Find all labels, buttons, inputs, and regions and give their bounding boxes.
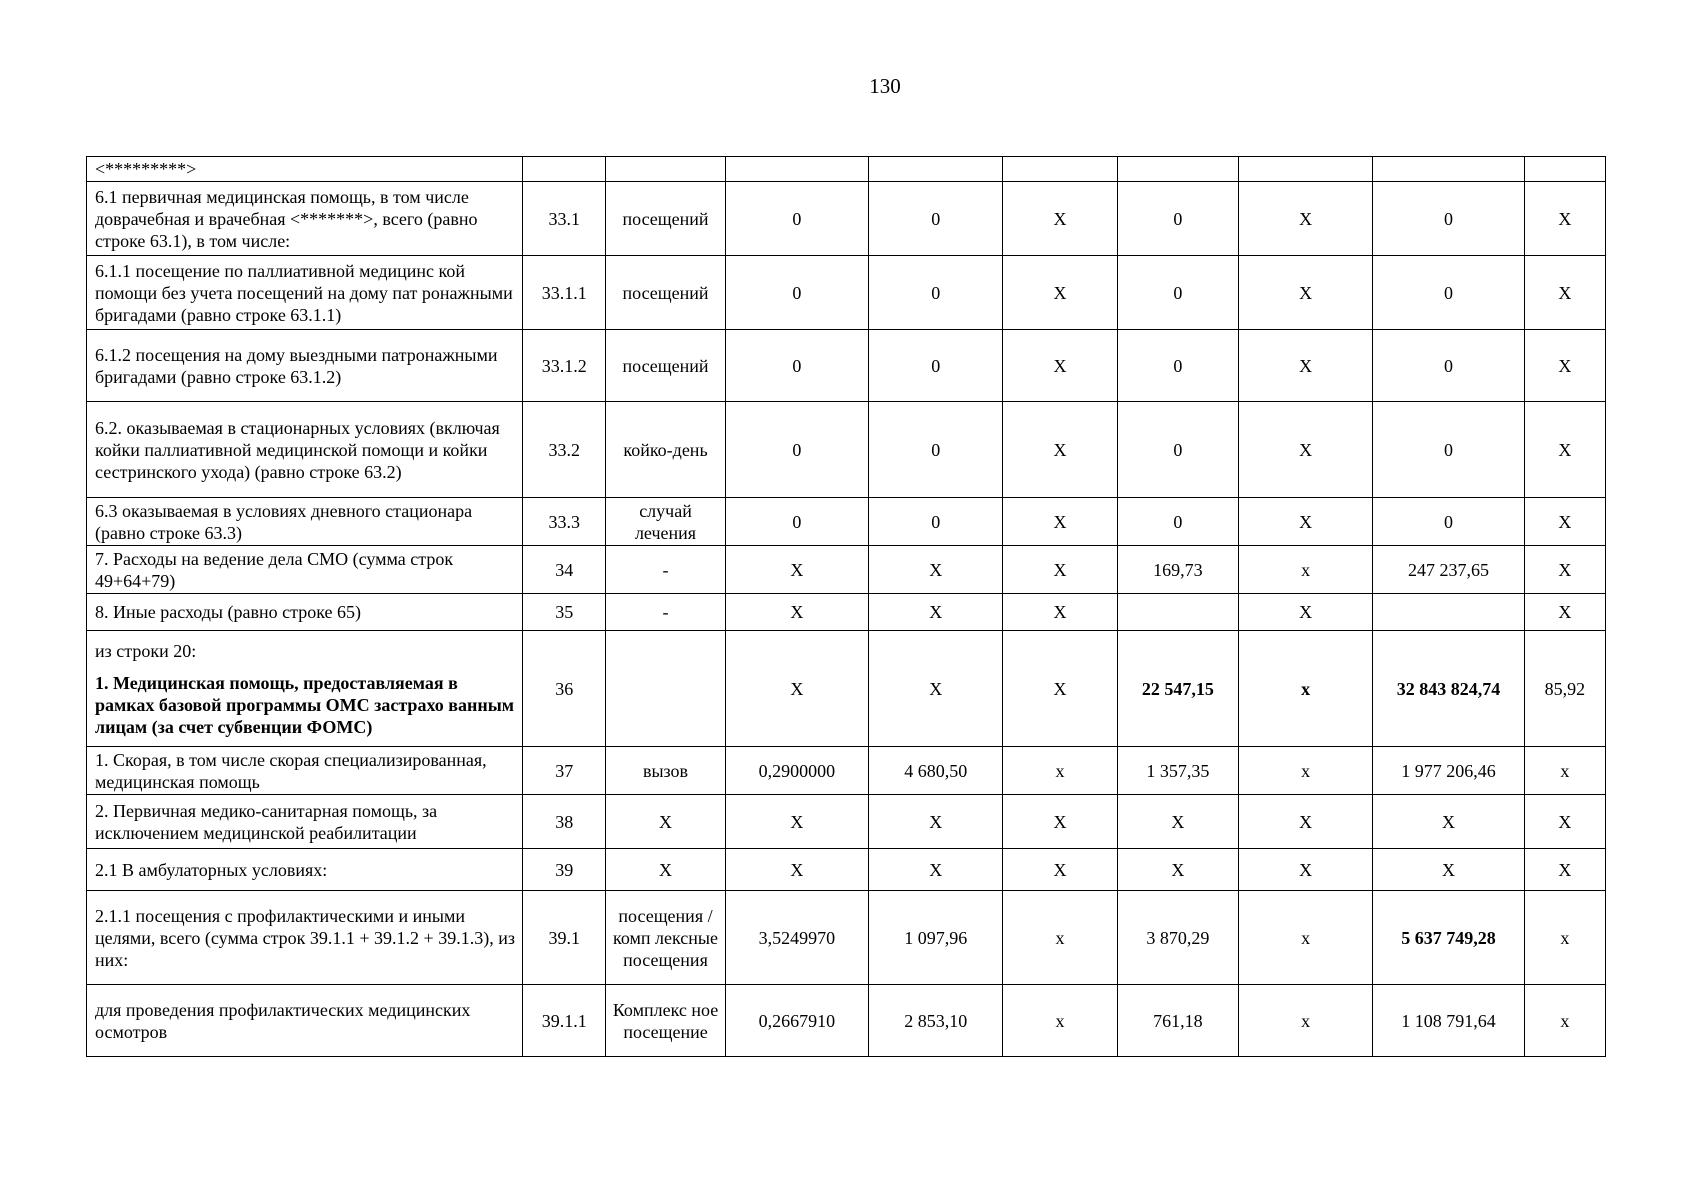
- cell-line-number: 33.2: [523, 402, 606, 498]
- cell-value: X: [725, 795, 868, 849]
- cell-value: X: [1524, 546, 1605, 594]
- cell-value: X: [1003, 631, 1117, 747]
- cell-value: 0: [725, 498, 868, 546]
- cell-line-number: [523, 157, 606, 182]
- cell-value: X: [725, 631, 868, 747]
- cell-value: [1003, 157, 1117, 182]
- row-label: <*********>: [87, 157, 523, 182]
- cell-value: X: [1003, 402, 1117, 498]
- cell-value: 1 108 791,64: [1373, 985, 1524, 1057]
- table-row: [87, 256, 1606, 330]
- cell-line-number: 33.1.2: [523, 330, 606, 402]
- cell-value: 0: [1373, 256, 1524, 330]
- data-table: [86, 156, 1606, 1057]
- cell-value: X: [1524, 182, 1605, 256]
- cell-value: x: [1003, 891, 1117, 985]
- cell-value: X: [1239, 594, 1373, 631]
- row-label: 2.1.1 посещения с профилактическими и иными целями, всего (сумма строк 39.1.1 + 39.1.2 + 39.1.3), из них:: [87, 891, 523, 985]
- cell-value: x: [1524, 985, 1605, 1057]
- cell-value: X: [1239, 182, 1373, 256]
- cell-value: 0: [1117, 330, 1238, 402]
- cell-value: X: [1524, 795, 1605, 849]
- cell-value: X: [1239, 795, 1373, 849]
- cell-value: X: [1003, 795, 1117, 849]
- row-label-title: 1. Медицинская помощь, предоставляемая в рамках базовой программы ОМС застрахо ванным лицам (за счет субвенции ФОМС): [95, 672, 515, 737]
- cell-value: 0: [725, 330, 868, 402]
- cell-value: 1 977 206,46: [1373, 747, 1524, 795]
- table-row: [87, 985, 1606, 1057]
- cell-value: x: [1239, 985, 1373, 1057]
- cell-value: 3,5249970: [725, 891, 868, 985]
- cell-unit: [606, 631, 725, 747]
- table-row: [87, 747, 1606, 795]
- cell-value: 247 237,65: [1373, 546, 1524, 594]
- row-label: 1. Скорая, в том числе скорая специализированная, медицинская помощь: [87, 747, 523, 795]
- row-label: 6.1.1 посещение по паллиативной медицинс кой помощи без учета посещений на дому пат ронажными бригадами (равно строке 63.1.1): [87, 256, 523, 330]
- row-label: 8. Иные расходы (равно строке 65): [87, 594, 523, 631]
- page-number: 130: [869, 74, 901, 98]
- row-label-prefix: из строки 20:: [95, 640, 197, 661]
- cell-line-number: 33.1.1: [523, 256, 606, 330]
- row-label: 7. Расходы на ведение дела СМО (сумма строк 49+64+79): [87, 546, 523, 594]
- cell-unit: койко-день: [606, 402, 725, 498]
- cell-value: 85,92: [1524, 631, 1605, 747]
- cell-line-number: 37: [523, 747, 606, 795]
- cell-line-number: 33.3: [523, 498, 606, 546]
- cell-unit: X: [606, 849, 725, 891]
- table-row: [87, 795, 1606, 849]
- row-label: 6.1 первичная медицинская помощь, в том числе доврачебная и врачебная <*******>, всего (равно строке 63.1), в том числе:: [87, 182, 523, 256]
- cell-line-number: 38: [523, 795, 606, 849]
- table-row: [87, 330, 1606, 402]
- cell-value: 0: [1373, 182, 1524, 256]
- row-label: 2. Первичная медико-санитарная помощь, за исключением медицинской реабилитации: [87, 795, 523, 849]
- cell-value: X: [1117, 849, 1238, 891]
- cell-value: [869, 157, 1003, 182]
- cell-value: 3 870,29: [1117, 891, 1238, 985]
- cell-value: 0: [869, 498, 1003, 546]
- table-row: [87, 498, 1606, 546]
- cell-value: 1 357,35: [1117, 747, 1238, 795]
- cell-value: X: [725, 594, 868, 631]
- cell-value: 169,73: [1117, 546, 1238, 594]
- cell-value: X: [1373, 795, 1524, 849]
- table-row: [87, 849, 1606, 891]
- cell-value: 0: [1373, 330, 1524, 402]
- cell-value: 0: [1117, 498, 1238, 546]
- cell-value: 0: [1117, 256, 1238, 330]
- cell-value: X: [1239, 330, 1373, 402]
- cell-value: X: [1003, 849, 1117, 891]
- cell-value: X: [1524, 498, 1605, 546]
- cell-value: 22 547,15: [1117, 631, 1238, 747]
- row-label: 2.1 В амбулаторных условиях:: [87, 849, 523, 891]
- cell-value: X: [1524, 256, 1605, 330]
- cell-value: X: [1003, 594, 1117, 631]
- cell-line-number: 36: [523, 631, 606, 747]
- cell-unit: [606, 157, 725, 182]
- cell-unit: посещений: [606, 330, 725, 402]
- cell-value: X: [1003, 546, 1117, 594]
- cell-value: X: [1003, 256, 1117, 330]
- cell-value: [1524, 157, 1605, 182]
- cell-line-number: 39.1: [523, 891, 606, 985]
- cell-value: x: [1239, 891, 1373, 985]
- cell-unit: -: [606, 546, 725, 594]
- cell-value: x: [1003, 747, 1117, 795]
- cell-value: x: [1239, 747, 1373, 795]
- row-label: для проведения профилактических медицинских осмотров: [87, 985, 523, 1057]
- cell-value: [1373, 157, 1524, 182]
- row-label: 6.3 оказываемая в условиях дневного стационара (равно строке 63.3): [87, 498, 523, 546]
- cell-value: [1117, 157, 1238, 182]
- cell-value: 761,18: [1117, 985, 1238, 1057]
- table-row: [87, 631, 1606, 747]
- cell-value: X: [869, 546, 1003, 594]
- cell-value: X: [869, 795, 1003, 849]
- cell-value: X: [1373, 849, 1524, 891]
- cell-value: X: [1003, 498, 1117, 546]
- cell-line-number: 33.1: [523, 182, 606, 256]
- cell-line-number: 39: [523, 849, 606, 891]
- row-label: [87, 631, 523, 747]
- cell-value: X: [869, 631, 1003, 747]
- cell-value: 0: [869, 256, 1003, 330]
- cell-value: 0: [869, 330, 1003, 402]
- cell-value: 0: [1117, 182, 1238, 256]
- cell-value: 0,2667910: [725, 985, 868, 1057]
- cell-value: [725, 157, 868, 182]
- cell-value: X: [1524, 330, 1605, 402]
- cell-unit: X: [606, 795, 725, 849]
- cell-value: X: [1524, 849, 1605, 891]
- cell-value: 1 097,96: [869, 891, 1003, 985]
- cell-value: [1117, 594, 1238, 631]
- cell-value: 0,2900000: [725, 747, 868, 795]
- cell-unit: случай лечения: [606, 498, 725, 546]
- cell-unit: посещения /комп лексные посещения: [606, 891, 725, 985]
- cell-value: X: [725, 546, 868, 594]
- cell-value: x: [1524, 747, 1605, 795]
- table-row: [87, 402, 1606, 498]
- cell-value: 32 843 824,74: [1373, 631, 1524, 747]
- cell-value: x: [1239, 546, 1373, 594]
- cell-value: 0: [725, 402, 868, 498]
- cell-line-number: 39.1.1: [523, 985, 606, 1057]
- cell-unit: вызов: [606, 747, 725, 795]
- cell-value: 4 680,50: [869, 747, 1003, 795]
- cell-value: X: [1239, 498, 1373, 546]
- cell-value: 0: [1373, 498, 1524, 546]
- cell-value: X: [869, 849, 1003, 891]
- cell-value: [1373, 594, 1524, 631]
- cell-value: 0: [869, 402, 1003, 498]
- cell-value: 0: [869, 182, 1003, 256]
- cell-value: 0: [725, 182, 868, 256]
- cell-unit: посещений: [606, 182, 725, 256]
- cell-value: 2 853,10: [869, 985, 1003, 1057]
- row-label: 6.2. оказываемая в стационарных условиях (включая койки паллиативной медицинской помощи и койки сестринского ухода) (равно строке 63.2): [87, 402, 523, 498]
- cell-value: X: [1117, 795, 1238, 849]
- cell-value: x: [1239, 631, 1373, 747]
- cell-line-number: 35: [523, 594, 606, 631]
- cell-unit: посещений: [606, 256, 725, 330]
- cell-value: 5 637 749,28: [1373, 891, 1524, 985]
- table-row: [87, 546, 1606, 594]
- cell-value: 0: [1373, 402, 1524, 498]
- cell-value: X: [869, 594, 1003, 631]
- cell-value: X: [1524, 594, 1605, 631]
- cell-unit: Комплекс ное посещение: [606, 985, 725, 1057]
- cell-value: X: [1524, 402, 1605, 498]
- table-row: [87, 157, 1606, 182]
- cell-value: X: [1003, 330, 1117, 402]
- cell-value: x: [1524, 891, 1605, 985]
- cell-value: X: [1239, 256, 1373, 330]
- cell-value: 0: [725, 256, 868, 330]
- table-row: [87, 182, 1606, 256]
- row-label: 6.1.2 посещения на дому выездными патронажными бригадами (равно строке 63.1.2): [87, 330, 523, 402]
- cell-value: X: [1239, 849, 1373, 891]
- cell-value: X: [725, 849, 868, 891]
- cell-value: X: [1239, 402, 1373, 498]
- cell-value: X: [1003, 182, 1117, 256]
- cell-unit: -: [606, 594, 725, 631]
- cell-value: 0: [1117, 402, 1238, 498]
- cell-value: [1239, 157, 1373, 182]
- cell-value: x: [1003, 985, 1117, 1057]
- table-row: [87, 594, 1606, 631]
- cell-line-number: 34: [523, 546, 606, 594]
- table-row: [87, 891, 1606, 985]
